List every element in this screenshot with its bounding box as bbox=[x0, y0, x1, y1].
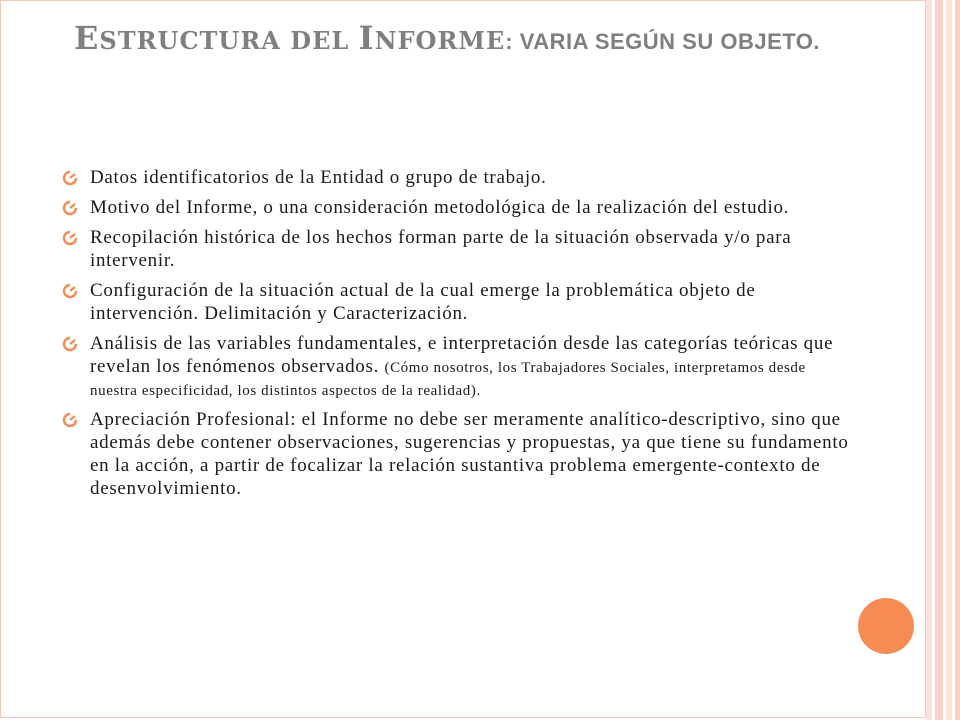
list-item bbox=[62, 408, 852, 500]
bullet-text: Datos identificatorios de la Entidad o grupo de trabajo. bbox=[90, 167, 547, 188]
bullet-icon bbox=[62, 336, 78, 352]
bullet-text: Motivo del Informe, o una consideración metodológica de la realización del estudio. bbox=[90, 197, 790, 218]
list-item bbox=[62, 196, 852, 219]
bullet-icon bbox=[62, 412, 78, 428]
list-item bbox=[62, 279, 852, 325]
bullet-icon bbox=[62, 283, 78, 299]
slide-title bbox=[74, 14, 834, 66]
list-item bbox=[62, 332, 852, 401]
bullet-icon bbox=[62, 170, 78, 186]
bullet-icon bbox=[62, 230, 78, 246]
title-smallcaps-1: STRUCTURA DEL bbox=[99, 26, 359, 55]
decorative-circle bbox=[858, 598, 914, 654]
title-rest: : VARIA SEGÚN SU OBJETO. bbox=[505, 29, 821, 54]
list-item bbox=[62, 166, 852, 189]
list-item bbox=[62, 226, 852, 272]
bullet-text: Apreciación Profesional: el Informe no debe ser meramente analítico-descriptivo, sino que además debe contener observaciones, sugerencias y propuestas, ya que tiene su fundamento en la acción, a partir de focalizar la relación sustantiva problema emergente-contexto de desenvolvimiento. bbox=[90, 409, 849, 499]
bullet-text: Análisis de las variables fundamentales, e interpretación desde las categorías teóricas que revelan los fenómenos observados. bbox=[90, 333, 834, 377]
bullet-list bbox=[62, 166, 852, 507]
bullet-note: (Cómo nosotros, los Trabajadores Sociales, interpretamos desde nuestra especificidad, los distintos aspectos de la realidad). bbox=[90, 360, 806, 399]
title-initial-1: E bbox=[74, 19, 100, 57]
bullet-icon bbox=[62, 200, 78, 216]
title-smallcaps-2: NFORME bbox=[374, 26, 506, 55]
bullet-text: Configuración de la situación actual de la cual emerge la problemática objeto de intervención. Delimitación y Caracterización. bbox=[90, 280, 756, 324]
bullet-text: Recopilación histórica de los hechos forman parte de la situación observada y/o para intervenir. bbox=[90, 227, 792, 271]
title-initial-2: I bbox=[358, 19, 375, 57]
decorative-stripes bbox=[926, 0, 960, 720]
